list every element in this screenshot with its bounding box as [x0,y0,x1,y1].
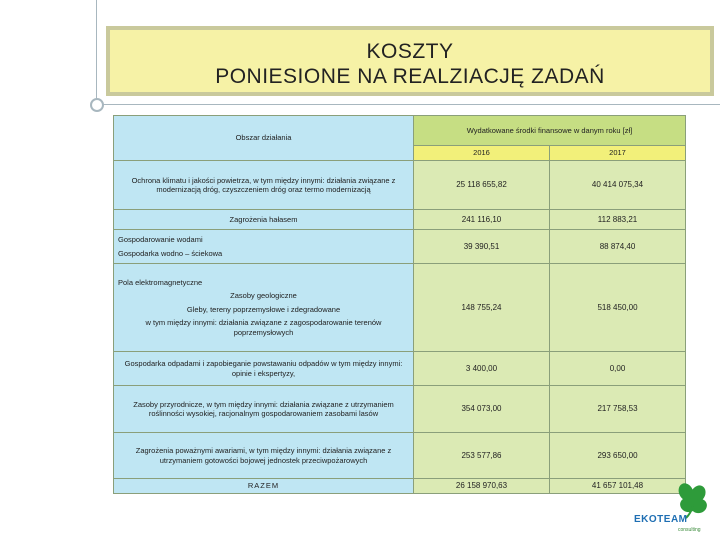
table-row [114,352,686,386]
value-2017: 518 450,00 [550,264,686,352]
year-2016-header: 2016 [414,146,550,161]
value-2017: 112 883,21 [550,210,686,230]
total-label-cell [114,479,414,494]
value-2016: 253 577,86 [414,433,550,479]
value-2017: 40 414 075,34 [550,161,686,210]
value-2017: 0,00 [550,352,686,386]
title-banner [106,26,714,96]
table-row [114,386,686,433]
area-label: Zasoby geologiczne [230,291,297,301]
decorative-horizontal-line [96,104,720,105]
value-2017: 293 650,00 [550,433,686,479]
area-header: Obszar działania [235,133,292,143]
expense-header-cell [414,116,686,146]
logo-wordmark: EKOTEAM [634,514,688,525]
area-cell [114,230,414,264]
area-cell [114,210,414,230]
table-row [114,433,686,479]
area-label: Zagrożenia poważnymi awariami, w tym między innymi: działania związane z utrzymaniem gotowości bojowej jednostek przeciwpożarowych [135,446,392,465]
area-label: Zasoby przyrodnicze, w tym między innymi: działania związane z utrzymaniem roślinności wysokiej, racjonalnym gospodarowaniem zasobami lasów [133,399,394,418]
decorative-circle-icon [90,98,104,112]
total-label: RAZEM [247,481,280,491]
value-2016: 25 118 655,82 [414,161,550,210]
area-label: Zagrożenia hałasem [229,214,298,224]
value-2016: 354 073,00 [414,386,550,433]
logo-tagline: consulting [678,527,701,533]
table-row [114,161,686,210]
costs-table [113,115,686,494]
expense-header: Wydatkowane środki finansowe w danym roku [zł] [466,125,633,135]
table-row [114,230,686,264]
decorative-vertical-line [96,0,97,104]
area-cell [114,161,414,210]
value-2016: 3 400,00 [414,352,550,386]
year-2017-header: 2017 [550,146,686,161]
area-cell [114,386,414,433]
title-line-2: PONIESIONE NA REALZIACJĘ ZADAŃ [215,65,605,88]
value-2017: 88 874,40 [550,230,686,264]
value-2016: 39 390,51 [414,230,550,264]
area-header-cell [114,116,414,161]
title-line-1: KOSZTY [366,40,454,63]
area-label: Gospodarka wodno – ściekowa [118,248,223,258]
area-label: w tym między innymi: działania związane z zagospodarowanie terenów poprzemysłowych [145,318,382,337]
area-cell [114,352,414,386]
total-2016: 26 158 970,63 [414,479,550,494]
area-label: Gleby, tereny poprzemysłowe i zdegradowane [186,304,341,314]
table-row [114,264,686,352]
total-row [114,479,686,494]
value-2017: 217 758,53 [550,386,686,433]
area-cell [114,264,414,352]
area-cell [114,433,414,479]
value-2016: 241 116,10 [414,210,550,230]
total-2017: 41 657 101,48 [550,479,686,494]
table-row [114,210,686,230]
area-label: Gospodarowanie wodami [118,235,203,245]
ekoteam-logo [634,480,718,538]
value-2016: 148 755,24 [414,264,550,352]
area-label: Ochrona klimatu i jakości powietrza, w tym między innymi: działania związane z modernizacją dróg, czyszczeniem dróg oraz termo modernizacją [131,175,396,194]
area-label: Gospodarka odpadami i zapobieganie powstawaniu odpadów w tym między innymi: opinie i ekspertyzy, [124,359,403,378]
area-label: Pola elektromagnetyczne [118,278,203,288]
